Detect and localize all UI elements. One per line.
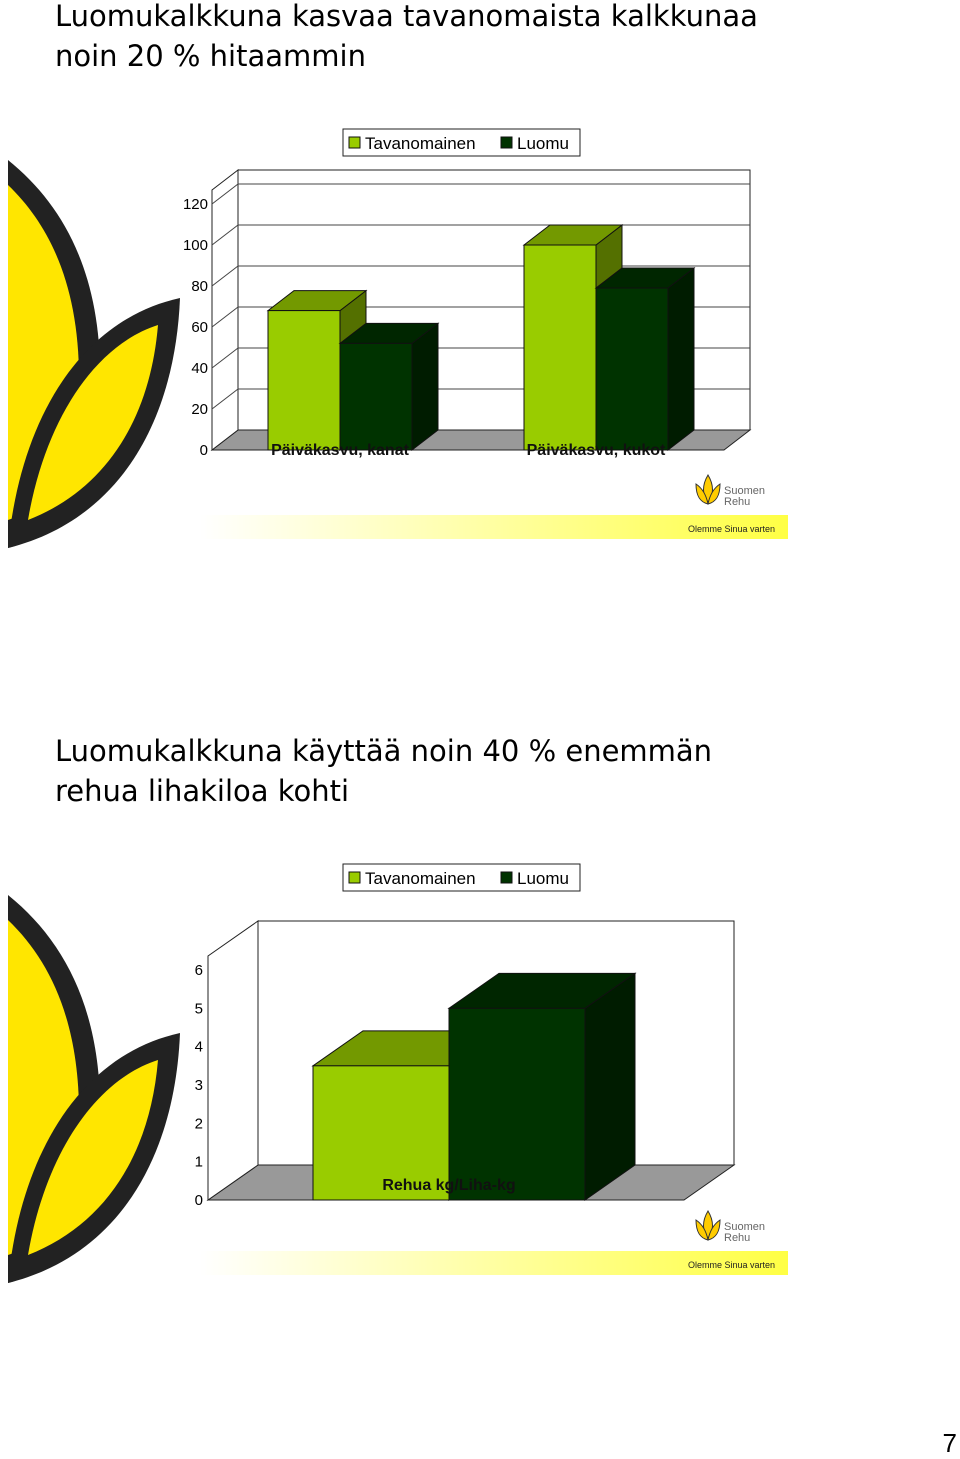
bar-side (412, 323, 438, 450)
y-tick-label: 4 (194, 1038, 203, 1056)
bar-tavanomainen (268, 311, 340, 450)
legend-label: Tavanomainen (365, 134, 476, 153)
legend-swatch (501, 137, 512, 148)
logo-line-2: Rehu (724, 1232, 751, 1244)
page-number: 7 (942, 1428, 957, 1458)
y-tick-label: 100 (182, 237, 208, 254)
chart-paivakasvu (0, 0, 960, 480)
y-tick-label: 6 (194, 962, 203, 979)
category-label: Päiväkasvu, kukot (526, 442, 666, 459)
legend-swatch (349, 137, 360, 148)
bar-luomu (596, 288, 668, 450)
slogan: Olemme Sinua varten (688, 524, 776, 534)
logo-line-1: Suomen (724, 1221, 765, 1233)
logo-area (200, 1206, 800, 1286)
chart-rehu (0, 735, 960, 1215)
category-label: Rehua kg/Liha-kg (382, 1177, 516, 1194)
suomen-rehu-logo-icon (696, 475, 720, 504)
chart-side-wall (208, 921, 258, 1200)
logo-line-1: Suomen (724, 485, 765, 497)
slide-2 (0, 735, 960, 1335)
y-tick-label: 3 (194, 1077, 203, 1094)
y-tick-label: 5 (194, 1000, 203, 1018)
bar-tavanomainen (524, 245, 596, 450)
legend-label: Luomu (517, 134, 569, 153)
legend-label: Tavanomainen (365, 869, 476, 888)
y-tick-label: 120 (182, 196, 208, 213)
bar-side (585, 973, 635, 1200)
y-tick-label: 20 (191, 401, 208, 418)
slide-1-title: Luomukalkkuna kasvaa tavanomaista kalkkunaa noin 20 % hitaammin (55, 0, 758, 73)
slide-2-title: Luomukalkkuna käyttää noin 40 % enemmän rehua lihakiloa kohti (55, 734, 713, 808)
y-tick-label: 80 (191, 278, 208, 295)
legend-swatch (349, 872, 360, 883)
y-tick-label: 40 (191, 360, 208, 377)
bar-luomu (340, 343, 412, 450)
y-tick-label: 1 (194, 1153, 203, 1171)
y-tick-label: 60 (191, 319, 208, 336)
bar-side (668, 268, 694, 450)
logo-line-2: Rehu (724, 496, 751, 508)
slide-1 (0, 0, 960, 600)
logo-area (200, 470, 800, 550)
legend-label: Luomu (517, 869, 569, 888)
bar-luomu (449, 1008, 585, 1200)
legend-swatch (501, 872, 512, 883)
suomen-rehu-logo-icon (696, 1211, 720, 1240)
category-label: Päiväkasvu, kanat (271, 442, 409, 459)
slogan: Olemme Sinua varten (688, 1260, 776, 1270)
y-tick-label: 0 (194, 1192, 203, 1209)
y-tick-label: 0 (199, 442, 208, 459)
y-tick-label: 2 (194, 1115, 203, 1133)
